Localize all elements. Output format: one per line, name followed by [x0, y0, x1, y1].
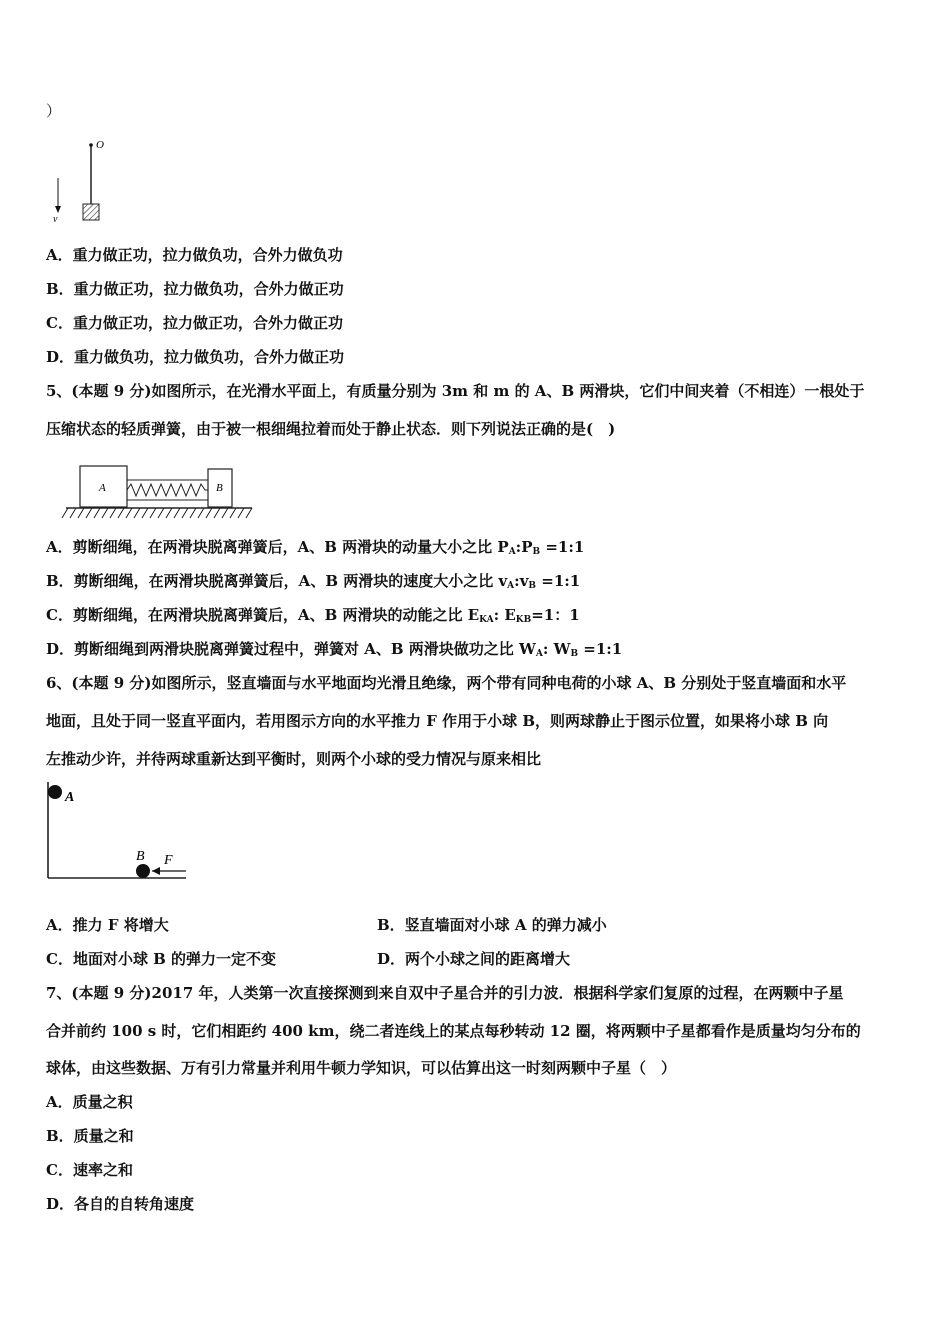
- q7-stem-line3: 球体，由这些数据、万有引力常量并利用牛顿力学知识，可以估算出这一时刻两颗中子星（ ）: [46, 1059, 677, 1077]
- q7-stem-line1: 7、(本题 9 分)2017 年，人类第一次直接探测到来自双中子星合并的引力波．根据科学家们复原的过程，在两颗中子星: [46, 984, 844, 1002]
- label-a: A: [99, 482, 106, 494]
- q7-stem-line2: 合并前约 100 s 时，它们相距约 400 km，绕二者连线上的某点每秒转动 12 圈，将两颗中子星都看作是质量均匀分布的: [46, 1022, 861, 1040]
- q7-option-c: C．速率之和: [46, 1161, 133, 1179]
- q4-option-b: B．重力做正功，拉力做负功，合外力做正功: [46, 280, 344, 298]
- q4-tail: ）: [46, 102, 62, 120]
- q6-stem-line2: 地面，且处于同一竖直平面内，若用图示方向的水平推力 F 作用于小球 B，则两球静止于图示位置，如果将小球 B 向: [46, 712, 829, 730]
- q6-option-b: B．竖直墙面对小球 A 的弹力减小: [377, 916, 607, 934]
- q6-option-c: C．地面对小球 B 的弹力一定不变: [46, 950, 277, 968]
- q5-option-c: C．剪断细绳，在两滑块脱离弹簧后，A、B 两滑块的动能之比 $E_{KA}$: $E_{KB}=1$：1: [46, 606, 580, 625]
- q5-option-b: B．剪断细绳，在两滑块脱离弹簧后，A、B 两滑块的速度大小之比 $v_A:v_B$ =1:1: [46, 572, 581, 591]
- q4-pendulum-figure: [48, 136, 118, 228]
- q4-option-a: A．重力做正功，拉力做负功，合外力做负功: [46, 246, 343, 264]
- q6-stem-line1: 6、(本题 9 分)如图所示，竖直墙面与水平地面均光滑且绝缘，两个带有同种电荷的小球 A、B 分别处于竖直墙面和水平: [46, 674, 847, 692]
- label-v: v: [53, 214, 58, 225]
- velocity-arrow-head: [55, 206, 61, 213]
- force-arrow-head: [152, 867, 160, 875]
- hanging-block: [83, 204, 99, 220]
- q5-stem-line1: 5、(本题 9 分)如图所示，在光滑水平面上，有质量分别为 3m 和 m 的 A、B 两滑块，它们中间夹着（不相连）一根处于: [46, 382, 865, 400]
- q7-option-b: B．质量之和: [46, 1127, 134, 1145]
- q6-stem-line3: 左推动少许，并待两球重新达到平衡时，则两个小球的受力情况与原来相比: [46, 750, 542, 768]
- label-b: B: [136, 849, 145, 864]
- q6-option-d: D．两个小球之间的距离增大: [377, 950, 571, 968]
- label-f: F: [164, 853, 173, 868]
- q5-option-a: A．剪断细绳，在两滑块脱离弹簧后，A、B 两滑块的动量大小之比 $P_A:P_B$ =1:1: [46, 538, 585, 557]
- label-a: A: [65, 790, 75, 805]
- spring: [127, 484, 208, 496]
- q5-stem-line2: 压缩状态的轻质弹簧，由于被一根细绳拉着而处于静止状态．则下列说法正确的是( ): [46, 420, 616, 438]
- q6-wall-figure: [40, 780, 200, 886]
- q5-spring-figure: [58, 458, 258, 524]
- q4-option-c: C．重力做正功，拉力做正功，合外力做正功: [46, 314, 343, 332]
- q7-option-d: D．各自的自转角速度: [46, 1195, 195, 1213]
- label-o: O: [96, 139, 104, 151]
- ball-a: [48, 785, 62, 799]
- ball-b: [136, 864, 150, 878]
- ground-hatch: [62, 508, 252, 518]
- q7-option-a: A．质量之积: [46, 1093, 133, 1111]
- q6-option-a: A．推力 F 将增大: [46, 916, 169, 934]
- label-b: B: [216, 482, 223, 494]
- q5-option-d: D．剪断细绳到两滑块脱离弹簧过程中，弹簧对 A、B 两滑块做功之比 $W_A$: $W_B$ =1:1: [46, 640, 623, 659]
- q4-option-d: D．重力做负功，拉力做负功，合外力做正功: [46, 348, 345, 366]
